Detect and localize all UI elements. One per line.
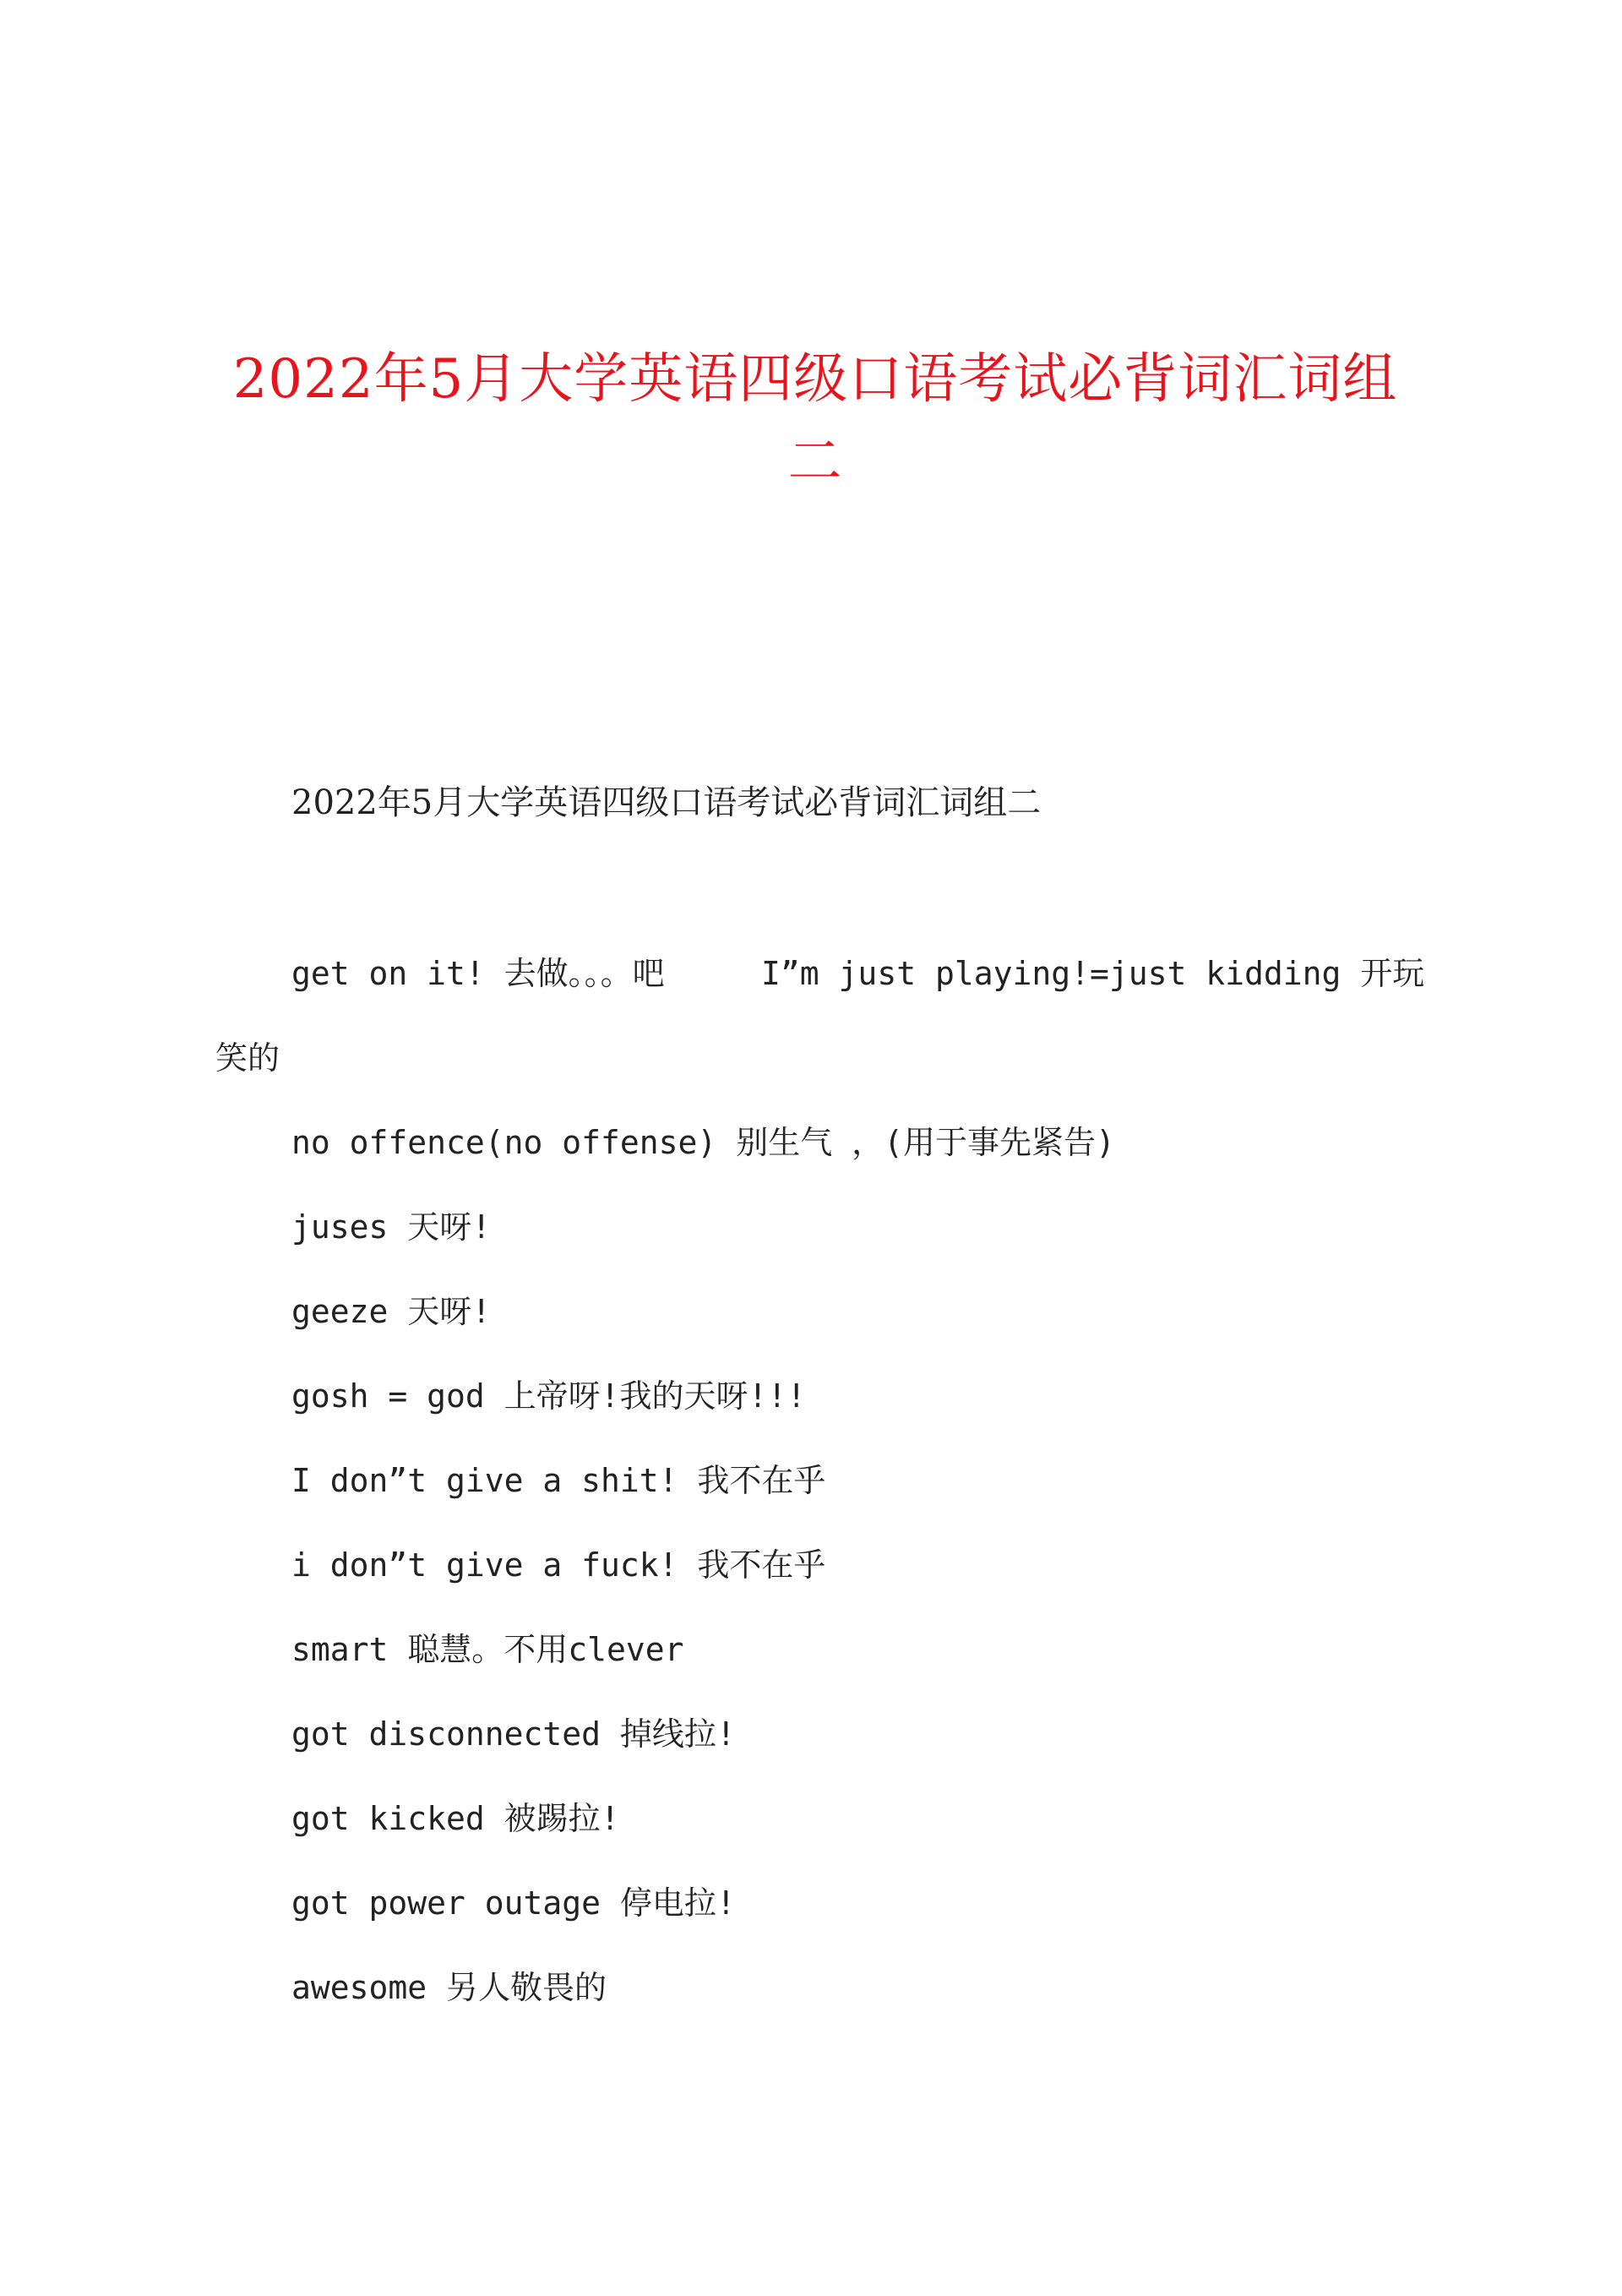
vocab-line-9: got disconnected 掉线拉! [291,1715,736,1753]
vocab-line-11: got power outage 停电拉! [291,1884,736,1922]
vocab-line-7: i don”t give a fuck! 我不在乎 [291,1546,826,1584]
vocab-line-2: no offence(no offense) 别生气 ，(用于事先紧告) [291,1124,1115,1161]
vocab-line-5: gosh = god 上帝呀!我的天呀!!! [291,1377,807,1415]
vocab-line-12: awesome 另人敬畏的 [291,1969,607,2006]
document-title: 2022年5月大学英语四级口语考试必背词汇词组二 [232,348,1398,494]
document-subtitle: 2022年5月大学英语四级口语考试必背词汇词组二 [291,783,1042,822]
vocab-line-3: juses 天呀! [291,1208,492,1246]
vocab-line-6: I don”t give a shit! 我不在乎 [291,1462,826,1499]
document-body [215,761,1432,2030]
vocab-line-1: get on it! 去做。。。吧 I”m just playing!=just kidding 开玩笑的 [215,955,1425,1077]
vocab-line-8: smart 聪慧。不用clever [291,1631,684,1668]
vocab-line-4: geeze 天呀! [291,1293,492,1330]
vocab-line-10: got kicked 被踢拉! [291,1800,620,1837]
